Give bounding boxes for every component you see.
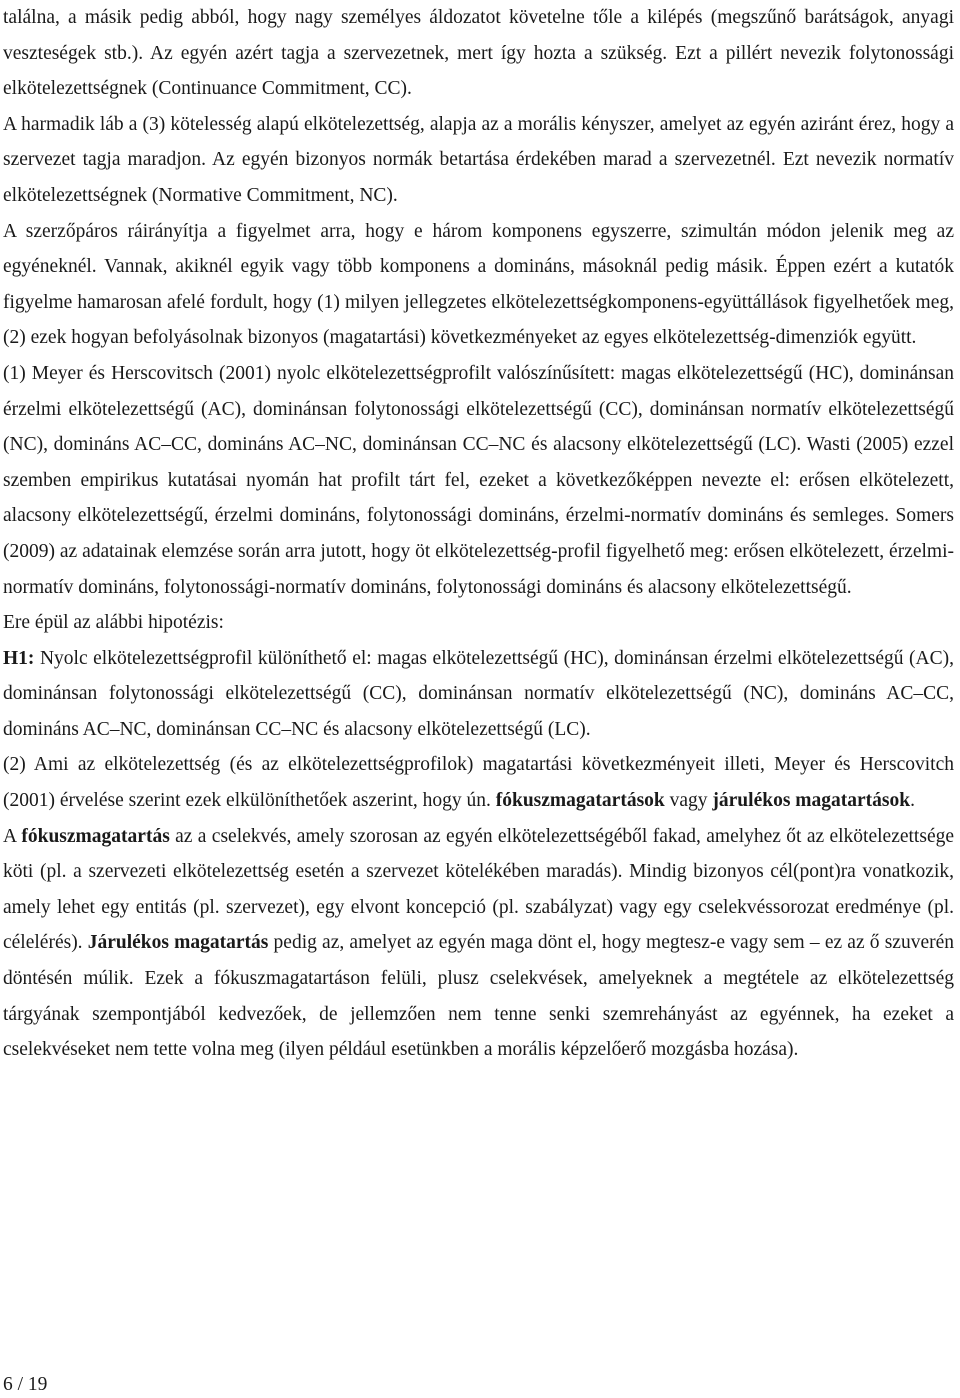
page-number: 6 / 19 bbox=[3, 1374, 48, 1395]
paragraph-commitment-profiles: (1) Meyer és Herscovitsch (2001) nyolc elkötelezettségprofilt valószínűsített: magas elkötelezettségű (HC), dominánsan érzelmi elkötelezettségű (AC), dominánsan folytonossági elkötelezettségű (CC), dominánsan normatív elkötelezettségű (NC), domináns AC–CC, domináns AC–NC, dominánsan CC–NC és alacsony elkötelezettségű (LC). Wasti (2005) ezzel szemben empirikus kutatásai nyomán hat profilt tárt fel, ezeket a következőképpen nevezte el: erősen elkötelezett, alacsony elkötelezettségű, érzelmi domináns, folytonossági domináns, érzelmi-normatív domináns és semleges. Somers (2009) az adatainak elemzése során arra jutott, hogy öt elkötelezettség-profil figyelhető meg: erősen elkötelezett, érzelmi-normatív domináns, folytonossági-normatív domináns, folytonossági domináns és alacsony elkötelezettségű. bbox=[3, 362, 954, 598]
term-discretionary-behavior: járulékos magatartások bbox=[712, 790, 911, 812]
paragraph-behavioral-consequences bbox=[3, 747, 954, 818]
text-run: az a cselekvés, amely szorosan az egyén elkötelezettségéből fakad, amelyhez őt az elkötelezettsége köti (pl. a szervezeti elkötelezettség esetén a szervezet kötelékében maradás). Mindig bizonyos cél(pont)ra vonatkozik, amely lehet egy entitás (pl. szervezet), egy elvont koncepció (pl. szabályzat) vagy egy cselekvéssorozat eredménye (pl. célelérés). bbox=[3, 825, 955, 954]
term-focal-behavior-bold: fókuszmagatartás bbox=[21, 825, 170, 847]
paragraph-components-simultaneous: A szerzőpáros ráirányítja a figyelmet arra, hogy e három komponens egyszerre, szimultán módon jelenik meg az egyéneknél. Vannak, akiknél egyik vagy több komponens a domináns, másoknál pedig másik. Éppen ezért a kutatók figyelme hamarosan afelé fordult, hogy (1) milyen jellegzetes elkötelezettségkomponens-együttállások figyelhetőek meg, (2) ezek hogyan befolyásolnak bizonyos (magatartási) következményeket az egyes elkötelezettség-dimenziók együtt. bbox=[3, 220, 954, 349]
paragraph-hypothesis-intro: Ere épül az alábbi hipotézis: bbox=[3, 612, 224, 634]
text-run: (2) Ami az elkötelezettség (és az elkötelezettségprofilok) magatartási következményeit illeti, Meyer és Herscovitch (2001) érvelése szerint ezek elkülöníthetőek aszerint, hogy ún. bbox=[3, 754, 954, 812]
text-run: A bbox=[3, 825, 22, 847]
term-discretionary-behavior-bold: Járulékos magatartás bbox=[87, 932, 269, 954]
text-run: pedig az, amelyet az egyén maga dönt el, hogy megtesz-e vagy sem – ez az ő szuverén döntésén múlik. Ezek a fókuszmagatartáson felüli, plusz cselekvések, amelyeknek a megtétele az elkötelezettség tárgyának szempontjából kedvezőek, de jellemzően nem tenne senki szemrehányást az egyénnek, ha ezeket a cselekvéseket nem tette volna meg (ilyen például esetünkben a morális képzelőerő mozgásba hozása). bbox=[3, 932, 954, 1061]
term-focal-behavior: fókuszmagatartások bbox=[495, 790, 665, 812]
document-body bbox=[3, 0, 954, 1068]
paragraph-continuance-commitment: találna, a másik pedig abból, hogy nagy személyes áldozatot követelne tőle a kilépés (megszűnő barátságok, anyagi veszteségek stb.). Az egyén azért tagja a szervezetnek, mert így hozta a szükség. Ezt a pillért nevezik folytonossági elkötelezettségnek (Continuance Commitment, CC). bbox=[3, 7, 954, 100]
paragraph-normative-commitment: A harmadik láb a (3) kötelesség alapú elkötelezettség, alapja az a morális kényszer, amelyet az egyén aziránt érez, hogy a szervezet tagja maradjon. Az egyén bizonyos normák betartása érdekében marad a szervezetnél. Ezt nevezik normatív elkötelezettségnek (Normative Commitment, NC). bbox=[3, 113, 954, 206]
hypothesis-text: Nyolc elkötelezettségprofil különíthető el: magas elkötelezettségű (HC), dominánsan érzelmi elkötelezettségű (AC), dominánsan folytonossági elkötelezettségű (CC), dominánsan normatív elkötelezettségű (NC), domináns AC–CC, domináns AC–NC, dominánsan CC–NC és alacsony elkötelezettségű (LC). bbox=[3, 647, 954, 740]
hypothesis-label: H1: bbox=[3, 647, 35, 669]
paragraph-focal-behavior-definition bbox=[3, 819, 954, 1068]
text-run: . bbox=[910, 790, 915, 812]
text-run: vagy bbox=[664, 790, 713, 812]
paragraph-hypothesis-h1 bbox=[3, 641, 954, 748]
